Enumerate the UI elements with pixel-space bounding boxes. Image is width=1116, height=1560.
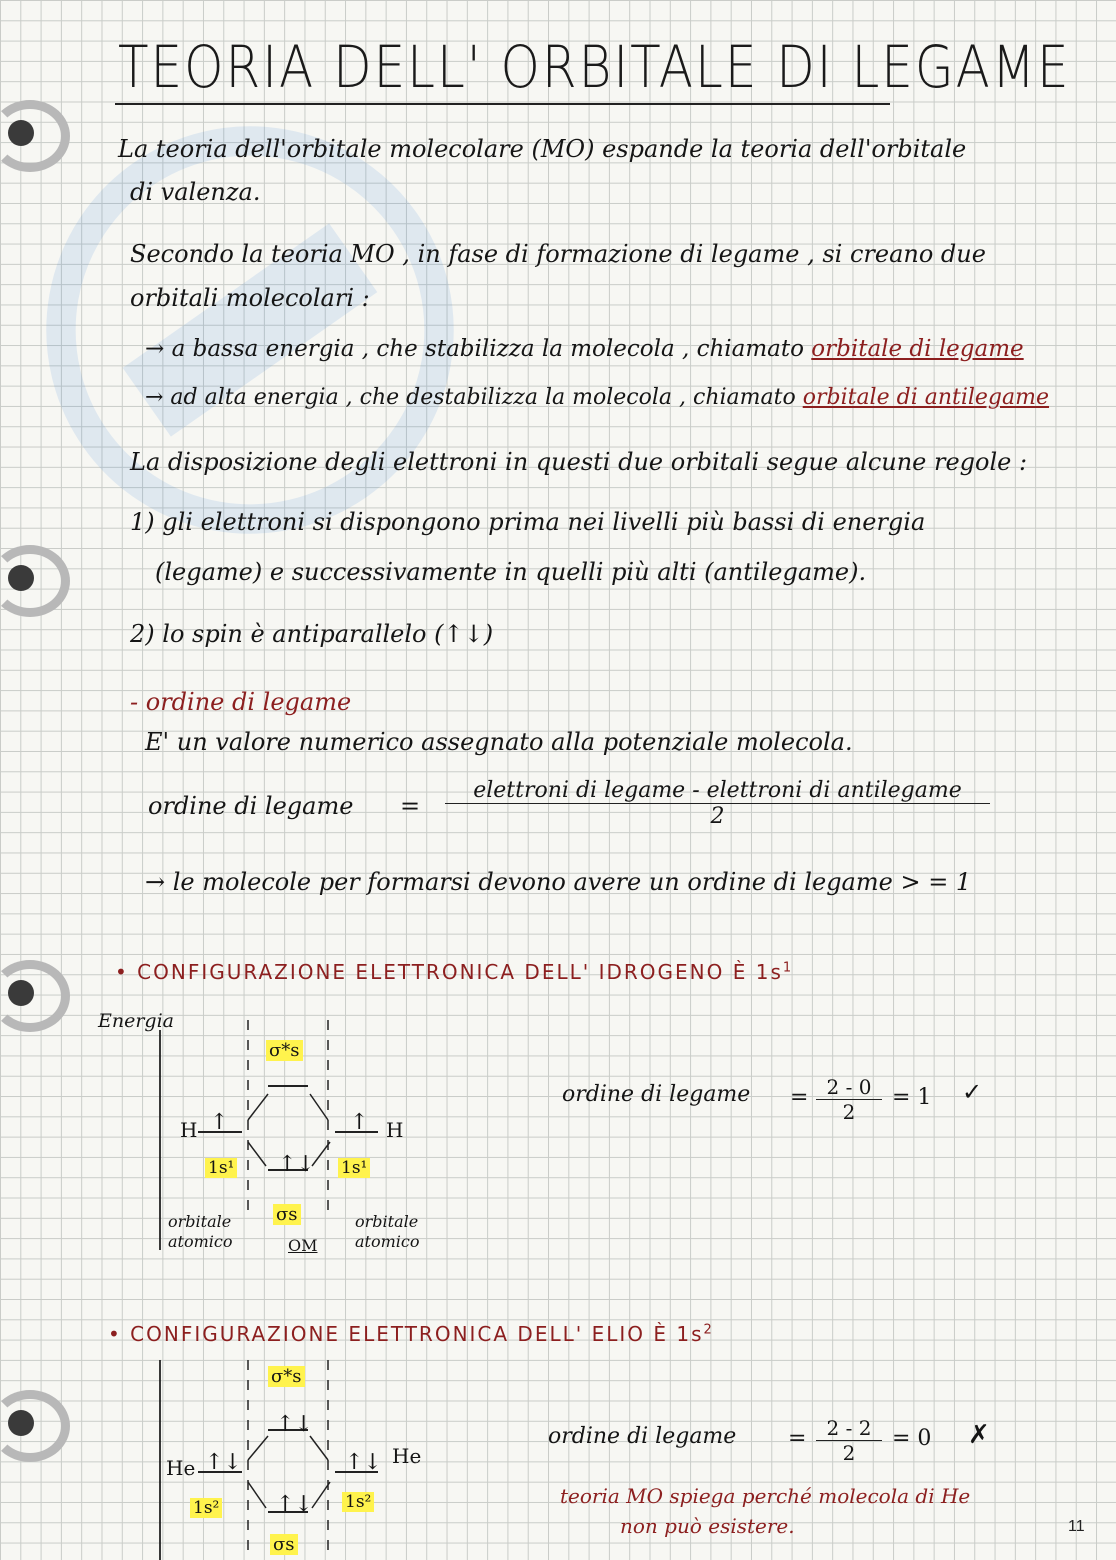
helium-heading-sup: 2 [703,1322,714,1338]
rule-1-line-1: 1) gli elettroni si dispongono prima nei livelli più bassi di energia [130,508,926,536]
h-order-result: = 1 [892,1085,932,1110]
he-left-1s-label: 1s² [190,1498,222,1518]
h-right-atom: H [386,1118,404,1142]
h-order-check-icon: ✓ [962,1078,983,1106]
he-order-label: ordine di legame [548,1424,737,1449]
bullet-antibonding [145,385,1049,410]
binder-ring-lower [0,960,58,1030]
he-antibonding-label: σ*s [268,1366,305,1387]
h-left-atom: H [180,1118,198,1142]
h-order-equals: = [790,1085,809,1110]
formula-numerator: elettroni di legame - elettroni di antilegame [445,778,990,804]
he-right-atom: He [392,1444,422,1468]
he-left-atom: He [166,1456,196,1480]
bullet-bonding [145,336,1024,362]
binder-ring-bottom [0,1390,58,1460]
he-note-line-1: teoria MO spiega perché molecola di He [560,1484,971,1508]
h-bonding-electrons: ↑↓ [278,1152,315,1177]
bond-order-heading: - ordine di legame [130,688,352,716]
rule-1-line-2: (legame) e successivamente in quelli più alti (antilegame). [155,558,867,586]
bullet-bonding-text: → a bassa energia , che stabilizza la molecola , chiamato [145,336,804,362]
title-underline [115,100,895,108]
h-atomic-orbital-right: orbitale atomico [355,1212,420,1251]
formula-note: → le molecole per formarsi devono avere un ordine di legame > = 1 [145,868,972,896]
he-order-fraction [816,1416,882,1465]
helium-heading-text: • CONFIGURAZIONE ELETTRONICA DELL' ELIO È 1s [108,1322,704,1346]
h-left-electron: ↑ [210,1110,229,1135]
helium-heading [108,1322,714,1346]
hydrogen-heading [115,960,793,984]
mo-line-2: orbitali molecolari : [130,284,370,312]
h-order-label: ordine di legame [562,1082,751,1107]
energy-axis-label: Energia [98,1010,174,1032]
rules-intro: La disposizione degli elettroni in questi due orbitali segue alcune regole : [130,448,1028,476]
he-bonding-label: σs [270,1534,298,1555]
formula-fraction [445,778,990,829]
antibonding-orbital-term: orbitale di antilegame [802,385,1050,410]
binder-ring-middle [0,545,58,615]
mo-line-1: Secondo la teoria MO , in fase di formazione di legame , si creano due [130,240,986,268]
h-antibonding-label: σ*s [266,1040,303,1061]
he-note-line-2: non può esistere. [620,1514,795,1538]
formula-equals: = [400,792,421,820]
binder-ring-top [0,100,58,170]
h-atomic-orbital-left: orbitale atomico [168,1212,233,1251]
rule-2: 2) lo spin è antiparallelo (↑↓) [130,620,494,648]
bullet-antibonding-text: → ad alta energia , che destabilizza la molecola , chiamato [145,385,796,410]
intro-line-1: La teoria dell'orbitale molecolare (MO) espande la teoria dell'orbitale [118,135,967,163]
he-right-1s-label: 1s² [342,1492,374,1512]
h-order-fraction [816,1075,882,1124]
he-order-equals: = [788,1426,807,1451]
he-order-denominator: 2 [842,1441,856,1465]
h-bonding-label: σs [273,1204,301,1225]
helium-mo-diagram [150,1360,470,1560]
he-left-electrons: ↑↓ [205,1450,242,1475]
hydrogen-heading-text: • CONFIGURAZIONE ELETTRONICA DELL' IDROGENO È 1s [115,960,783,984]
page-title: TEORIA DELL' ORBITALE DI LEGAME [118,34,1071,101]
he-bonding-electrons: ↑↓ [276,1492,313,1517]
bond-order-definition: E' un valore numerico assegnato alla potenziale molecola. [145,728,853,756]
bonding-orbital-term: orbitale di legame [811,336,1024,362]
he-antibonding-electrons: ↑↓ [276,1412,313,1437]
h-mo-label: OM [288,1236,318,1255]
h-right-electron: ↑ [350,1110,369,1135]
h-order-denominator: 2 [842,1100,856,1124]
he-order-numerator: 2 - 2 [816,1416,882,1441]
he-order-cross-icon: ✗ [968,1420,990,1450]
he-right-electrons: ↑↓ [345,1450,382,1475]
h-order-numerator: 2 - 0 [816,1075,882,1100]
h-right-1s-label: 1s¹ [338,1158,370,1178]
hydrogen-heading-sup: 1 [782,960,794,976]
page-number: 11 [1068,1518,1085,1535]
formula-label: ordine di legame [148,792,354,820]
he-order-result: = 0 [892,1426,932,1451]
h-left-1s-label: 1s¹ [205,1158,237,1178]
formula-denominator: 2 [710,804,725,829]
intro-line-2: di valenza. [130,178,261,206]
